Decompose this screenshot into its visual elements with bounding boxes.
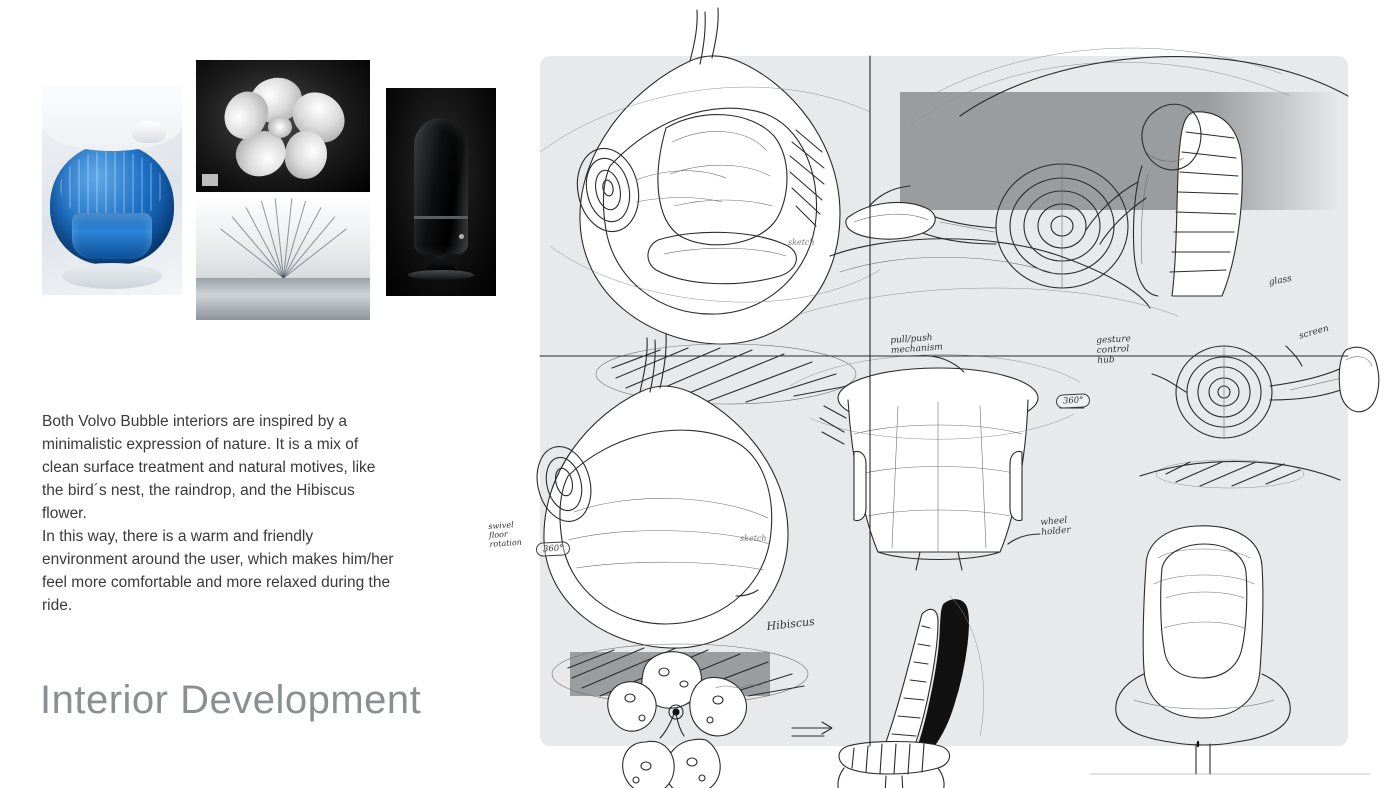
moodboard-image-black-pill-object-render bbox=[386, 88, 496, 296]
sketch-linework bbox=[540, 56, 1348, 746]
body-copy bbox=[42, 410, 462, 617]
sketch-chair-front-view bbox=[790, 355, 1080, 570]
body-copy-line: clean surface treatment and natural motives, like bbox=[42, 459, 376, 476]
annotation-line: hub bbox=[1097, 355, 1115, 366]
annotation-seat-floor-rotation bbox=[488, 520, 522, 549]
annotation-glass-label: glass bbox=[1268, 273, 1293, 288]
transform-arrow-ink bbox=[792, 722, 832, 736]
sketch-bubble-interior-three-quarter bbox=[540, 8, 880, 404]
blue-render-white-shell bbox=[42, 85, 182, 151]
body-copy-line: ride. bbox=[42, 597, 73, 614]
moodboard-image-architecture-canopy-interior-photo bbox=[196, 198, 370, 320]
flower-center bbox=[268, 116, 292, 138]
body-copy-line: flower. bbox=[42, 505, 87, 522]
moodboard-image-hibiscus-flower-raindrops-photo bbox=[196, 60, 370, 192]
body-copy-line: feel more comfortable and more relaxed during the bbox=[42, 574, 391, 591]
flower-photo-watermark bbox=[202, 174, 218, 186]
body-copy-line: Both Volvo Bubble interiors are inspired by a bbox=[42, 413, 348, 430]
annotation-line: holder bbox=[1040, 525, 1072, 538]
annotation-line: gesture bbox=[1096, 334, 1132, 346]
annotation-line: mechanism bbox=[890, 342, 944, 356]
pill-base bbox=[408, 270, 474, 280]
architecture-floor bbox=[196, 278, 370, 320]
annotation-signature-top: sketch bbox=[788, 238, 815, 247]
annotation-pull-push-mechanism bbox=[890, 332, 943, 356]
blue-render-base bbox=[62, 263, 162, 289]
body-copy-line: environment around the user, which makes him/her bbox=[42, 551, 394, 568]
annotation-rotation-360-top: 360° bbox=[1056, 393, 1091, 409]
sketch-panel bbox=[488, 56, 1348, 746]
annotation-line: floor bbox=[488, 529, 509, 540]
pill-seam bbox=[414, 216, 468, 219]
annotation-line: wheel bbox=[1040, 515, 1068, 528]
annotation-line: rotation bbox=[489, 537, 523, 549]
page-title: Interior Development bbox=[40, 678, 422, 722]
body-copy-line: In this way, there is a warm and friendly bbox=[42, 528, 314, 545]
body-copy-line: minimalistic expression of nature. It is a mix of bbox=[42, 436, 359, 453]
sketch-bubble-side-view bbox=[530, 334, 808, 704]
annotation-line: swivel bbox=[488, 520, 514, 531]
sketch-lounge-chair-perspective bbox=[1090, 526, 1370, 774]
moodboard bbox=[0, 0, 520, 340]
sketch-hibiscus-flower bbox=[608, 652, 747, 788]
annotation-screen-label: screen bbox=[1298, 323, 1330, 342]
blue-render-seat bbox=[72, 213, 152, 259]
sketch-steering-wheel-detail bbox=[1156, 346, 1379, 488]
moodboard-image-blue-dome-interior-render bbox=[42, 85, 182, 295]
annotation-gesture-control-hub bbox=[1096, 334, 1132, 366]
blue-render-small-dome bbox=[132, 121, 166, 143]
annotation-hibiscus-label: Hibiscus bbox=[766, 614, 816, 633]
annotation-signature-mid: sketch bbox=[740, 534, 767, 543]
pill-indicator-light bbox=[459, 234, 464, 239]
annotation-wheel-holder bbox=[1040, 515, 1071, 537]
body-copy-line: the bird´s nest, the raindrop, and the Hibiscus bbox=[42, 482, 355, 499]
annotation-rotation-360-bottom: 360° bbox=[536, 541, 571, 557]
sketch-cockpit-interior bbox=[800, 48, 1290, 316]
sketch-bench-seat-side bbox=[814, 596, 990, 788]
annotation-line: pull/push bbox=[890, 333, 933, 346]
annotation-line: control bbox=[1096, 344, 1130, 356]
